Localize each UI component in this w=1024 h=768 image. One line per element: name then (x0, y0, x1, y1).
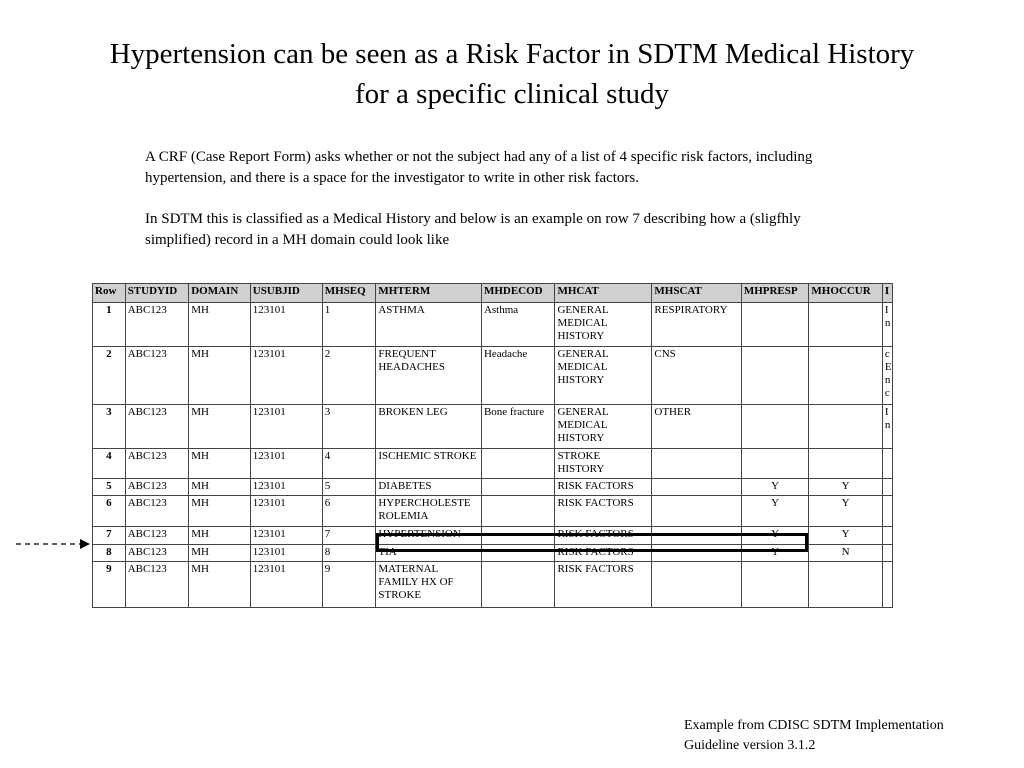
cell-mhpresp (741, 449, 809, 479)
cell-mhterm: ASTHMA (376, 303, 482, 347)
cell-mhseq: 5 (322, 479, 376, 496)
cell-mhseq: 8 (322, 545, 376, 562)
cell-row: 9 (93, 562, 126, 608)
cell-mhscat: CNS (652, 347, 741, 405)
cell-usubjid: 123101 (250, 405, 322, 449)
cell-studyid: ABC123 (125, 545, 189, 562)
header-mhoccur: MHOCCUR (809, 284, 883, 303)
table-row (93, 527, 893, 545)
header-domain: DOMAIN (189, 284, 251, 303)
cell-mhdecod: Bone fracture (481, 405, 555, 449)
cell-domain: MH (189, 545, 251, 562)
cell-mhoccur: N (809, 545, 883, 562)
cell-mhterm: BROKEN LEG (376, 405, 482, 449)
cell-mhpresp (741, 303, 809, 347)
cell-mhterm: FREQUENT HEADACHES (376, 347, 482, 405)
cell-row: 8 (93, 545, 126, 562)
cell-mhdecod (481, 527, 555, 545)
cell-domain: MH (189, 496, 251, 527)
cell-mhscat (652, 562, 741, 608)
cell-mhscat (652, 496, 741, 527)
cell-mhterm: MATERNAL FAMILY HX OF STROKE (376, 562, 482, 608)
table-row (93, 479, 893, 496)
cell-mhseq: 4 (322, 449, 376, 479)
cell-mhcat: RISK FACTORS (555, 562, 652, 608)
table-header-row (93, 284, 893, 303)
cell-mhterm: ISCHEMIC STROKE (376, 449, 482, 479)
cell-domain: MH (189, 405, 251, 449)
source-footnote (684, 716, 1014, 756)
cell-mhoccur: Y (809, 527, 883, 545)
cell-studyid: ABC123 (125, 347, 189, 405)
cell-domain: MH (189, 449, 251, 479)
cell-mhseq: 7 (322, 527, 376, 545)
cell-mhpresp: Y (741, 496, 809, 527)
cell-mhcat: RISK FACTORS (555, 527, 652, 545)
header-mhterm: MHTERM (376, 284, 482, 303)
cell-row: 7 (93, 527, 126, 545)
cell-usubjid: 123101 (250, 562, 322, 608)
header-cut-off: I (882, 284, 892, 303)
cell-mhpresp (741, 405, 809, 449)
cell-mhscat (652, 545, 741, 562)
mh-domain-table (92, 283, 893, 608)
cell-usubjid: 123101 (250, 545, 322, 562)
header-mhseq: MHSEQ (322, 284, 376, 303)
cell-mhpresp (741, 562, 809, 608)
cell-studyid: ABC123 (125, 562, 189, 608)
cell-mhseq: 6 (322, 496, 376, 527)
cell-mhoccur (809, 347, 883, 405)
cell-cut-off (882, 449, 892, 479)
cell-mhoccur (809, 449, 883, 479)
cell-studyid: ABC123 (125, 496, 189, 527)
cell-domain: MH (189, 347, 251, 405)
cell-mhscat (652, 449, 741, 479)
cell-mhseq: 3 (322, 405, 376, 449)
cell-row: 5 (93, 479, 126, 496)
cell-mhdecod: Asthma (481, 303, 555, 347)
intro-text (145, 147, 865, 271)
header-mhdecod: MHDECOD (481, 284, 555, 303)
cell-cut-off: c E n c (882, 347, 892, 405)
cell-mhcat: RISK FACTORS (555, 479, 652, 496)
cell-mhpresp: Y (741, 479, 809, 496)
cell-mhcat: STROKE HISTORY (555, 449, 652, 479)
cell-mhcat: RISK FACTORS (555, 545, 652, 562)
cell-mhterm: HYPERTENSION (376, 527, 482, 545)
header-studyid: STUDYID (125, 284, 189, 303)
cell-usubjid: 123101 (250, 496, 322, 527)
cell-usubjid: 123101 (250, 303, 322, 347)
cell-row: 6 (93, 496, 126, 527)
cell-mhcat: RISK FACTORS (555, 496, 652, 527)
cell-cut-off (882, 496, 892, 527)
cell-mhoccur (809, 405, 883, 449)
dashed-arrow-icon (16, 538, 90, 550)
cell-mhoccur (809, 303, 883, 347)
cell-cut-off (882, 479, 892, 496)
cell-mhoccur: Y (809, 479, 883, 496)
header-usubjid: USUBJID (250, 284, 322, 303)
cell-mhterm: DIABETES (376, 479, 482, 496)
table-row (93, 545, 893, 562)
table-row (93, 405, 893, 449)
cell-usubjid: 123101 (250, 347, 322, 405)
cell-mhoccur: Y (809, 496, 883, 527)
cell-mhcat: GENERAL MEDICAL HISTORY (555, 405, 652, 449)
table-row (93, 303, 893, 347)
cell-mhcat: GENERAL MEDICAL HISTORY (555, 303, 652, 347)
cell-mhseq: 9 (322, 562, 376, 608)
footnote-line-1: Example from CDISC SDTM Implementation (684, 718, 944, 733)
cell-studyid: ABC123 (125, 449, 189, 479)
cell-studyid: ABC123 (125, 527, 189, 545)
cell-studyid: ABC123 (125, 303, 189, 347)
intro-paragraph-2: In SDTM this is classified as a Medical History and below is an example on row 7 describing how a (sligfhly simplified) record in a MH domain could look like (145, 211, 801, 248)
cell-row: 4 (93, 449, 126, 479)
cell-mhpresp (741, 347, 809, 405)
cell-mhseq: 2 (322, 347, 376, 405)
cell-mhdecod: Headache (481, 347, 555, 405)
cell-mhpresp: Y (741, 545, 809, 562)
cell-domain: MH (189, 479, 251, 496)
cell-mhoccur (809, 562, 883, 608)
cell-studyid: ABC123 (125, 405, 189, 449)
cell-mhdecod (481, 562, 555, 608)
cell-mhdecod (481, 449, 555, 479)
cell-row: 2 (93, 347, 126, 405)
cell-mhseq: 1 (322, 303, 376, 347)
page-title (20, 34, 1004, 114)
cell-mhterm: HYPERCHOLESTE ROLEMIA (376, 496, 482, 527)
cell-domain: MH (189, 303, 251, 347)
cell-cut-off: I n (882, 405, 892, 449)
cell-row: 1 (93, 303, 126, 347)
cell-mhdecod (481, 479, 555, 496)
header-mhpresp: MHPRESP (741, 284, 809, 303)
table-row (93, 496, 893, 527)
cell-usubjid: 123101 (250, 449, 322, 479)
cell-cut-off: I n (882, 303, 892, 347)
cell-mhcat: GENERAL MEDICAL HISTORY (555, 347, 652, 405)
cell-mhdecod (481, 545, 555, 562)
cell-mhscat (652, 527, 741, 545)
cell-mhdecod (481, 496, 555, 527)
cell-cut-off (882, 562, 892, 608)
cell-domain: MH (189, 527, 251, 545)
cell-mhscat: OTHER (652, 405, 741, 449)
title-line-2: for a specific clinical study (354, 78, 670, 110)
cell-cut-off (882, 527, 892, 545)
cell-cut-off (882, 545, 892, 562)
cell-mhscat (652, 479, 741, 496)
table-row (93, 347, 893, 405)
cell-mhterm: TIA (376, 545, 482, 562)
cell-mhscat: RESPIRATORY (652, 303, 741, 347)
header-row: Row (93, 284, 126, 303)
footnote-line-2: Guideline version 3.1.2 (684, 738, 816, 753)
header-mhcat: MHCAT (555, 284, 652, 303)
title-line-1: Hypertension can be seen as a Risk Factor in SDTM Medical History (109, 38, 915, 70)
table-row (93, 449, 893, 479)
cell-usubjid: 123101 (250, 479, 322, 496)
cell-mhpresp: Y (741, 527, 809, 545)
header-mhscat: MHSCAT (652, 284, 741, 303)
cell-studyid: ABC123 (125, 479, 189, 496)
cell-row: 3 (93, 405, 126, 449)
mh-table-container (92, 283, 893, 617)
table-row (93, 562, 893, 608)
intro-paragraph-1: A CRF (Case Report Form) asks whether or not the subject had any of a list of 4 specific risk factors, including hypertension, and there is a space for the investigator to write in other risk factors. (145, 149, 813, 186)
cell-usubjid: 123101 (250, 527, 322, 545)
cell-domain: MH (189, 562, 251, 608)
